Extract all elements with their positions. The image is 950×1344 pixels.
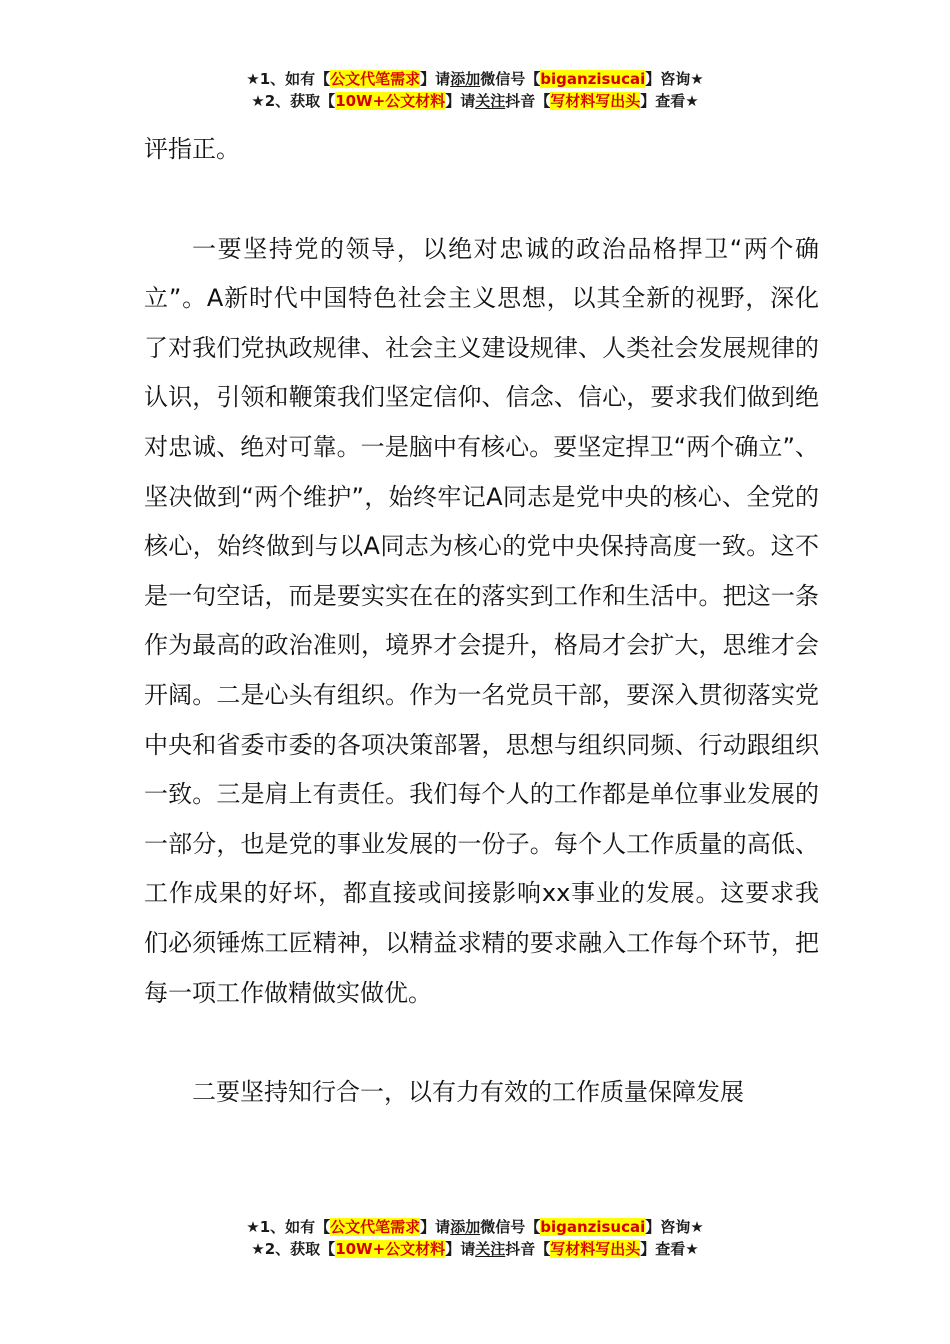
ad-underline: 关注 xyxy=(475,1240,506,1258)
ad-underline: 添加 xyxy=(450,70,481,88)
ad-text: 】请 xyxy=(445,92,476,110)
ad-text: 】请 xyxy=(420,1218,451,1236)
ad-text: 】咨询★ xyxy=(645,1218,704,1236)
ad-highlight-douyin: 写材料写出头 xyxy=(550,92,641,110)
top-ad-banner xyxy=(0,68,950,112)
ad-line-2 xyxy=(0,90,950,112)
ad-highlight-douyin: 写材料写出头 xyxy=(550,1240,641,1258)
continuation-text: 评指正。 xyxy=(144,135,240,163)
document-body xyxy=(144,125,819,1118)
ad-line-1 xyxy=(0,68,950,90)
ad-highlight: 10W+公文材料 xyxy=(335,92,446,110)
bottom-ad-banner xyxy=(0,1216,950,1260)
ad-text: ★2、获取【 xyxy=(251,92,336,110)
ad-text: 】咨询★ xyxy=(645,70,704,88)
ad-text: ★1、如有【 xyxy=(246,70,331,88)
ad-text: 微信号【 xyxy=(480,1218,541,1236)
ad-text: 微信号【 xyxy=(480,70,541,88)
ad-highlight: 公文代笔需求 xyxy=(330,1218,421,1236)
ad-highlight: 10W+公文材料 xyxy=(335,1240,446,1258)
paragraph-spacer xyxy=(144,1018,819,1068)
ad-text: ★1、如有【 xyxy=(246,1218,331,1236)
paragraph-1: 一要坚持党的领导，以绝对忠诚的政治品格捍卫“两个确立”。A新时代中国特色社会主义思想，以其全新的视野，深化了对我们党执政规律、社会主义建设规律、人类社会发展规律的认识，引领和鞭策我们坚定信仰、信念、信心，要求我们做到绝对忠诚、绝对可靠。一是脑中有核心。要坚定捍卫“两个确立”、坚决做到“两个维护”，始终牢记A同志是党中央的核心、全党的核心，始终做到与以A同志为核心的党中央保持高度一致。这不是一句空话，而是要实实在在的落实到工作和生活中。把这一条作为最高的政治准则，境界才会提升，格局才会扩大，思维才会开阔。二是心头有组织。作为一名党员干部，要深入贯彻落实党中央和省委市委的各项决策部署，思想与组织同频、行动跟组织一致。三是肩上有责任。我们每个人的工作都是单位事业发展的一部分，也是党的事业发展的一份子。每个人工作质量的高低、工作成果的好坏，都直接或间接影响xx事业的发展。这要求我们必须锤炼工匠精神，以精益求精的要求融入工作每个环节，把每一项工作做精做实做优。 xyxy=(144,234,819,1007)
ad-line-2 xyxy=(0,1238,950,1260)
ad-text: ★2、获取【 xyxy=(251,1240,336,1258)
paragraph-spacer xyxy=(144,175,819,225)
ad-text: 】查看★ xyxy=(640,92,699,110)
ad-line-1 xyxy=(0,1216,950,1238)
ad-text: 抖音【 xyxy=(505,92,551,110)
ad-highlight: 公文代笔需求 xyxy=(330,70,421,88)
ad-text: 抖音【 xyxy=(505,1240,551,1258)
ad-underline: 添加 xyxy=(450,1218,481,1236)
paragraph-2: 二要坚持知行合一，以有力有效的工作质量保障发展 xyxy=(192,1078,744,1107)
ad-text: 】请 xyxy=(445,1240,476,1258)
ad-text: 】请 xyxy=(420,70,451,88)
ad-text: 】查看★ xyxy=(640,1240,699,1258)
ad-underline: 关注 xyxy=(475,92,506,110)
ad-highlight-wechat: biganzisucai xyxy=(540,70,646,88)
ad-highlight-wechat: biganzisucai xyxy=(540,1218,646,1236)
